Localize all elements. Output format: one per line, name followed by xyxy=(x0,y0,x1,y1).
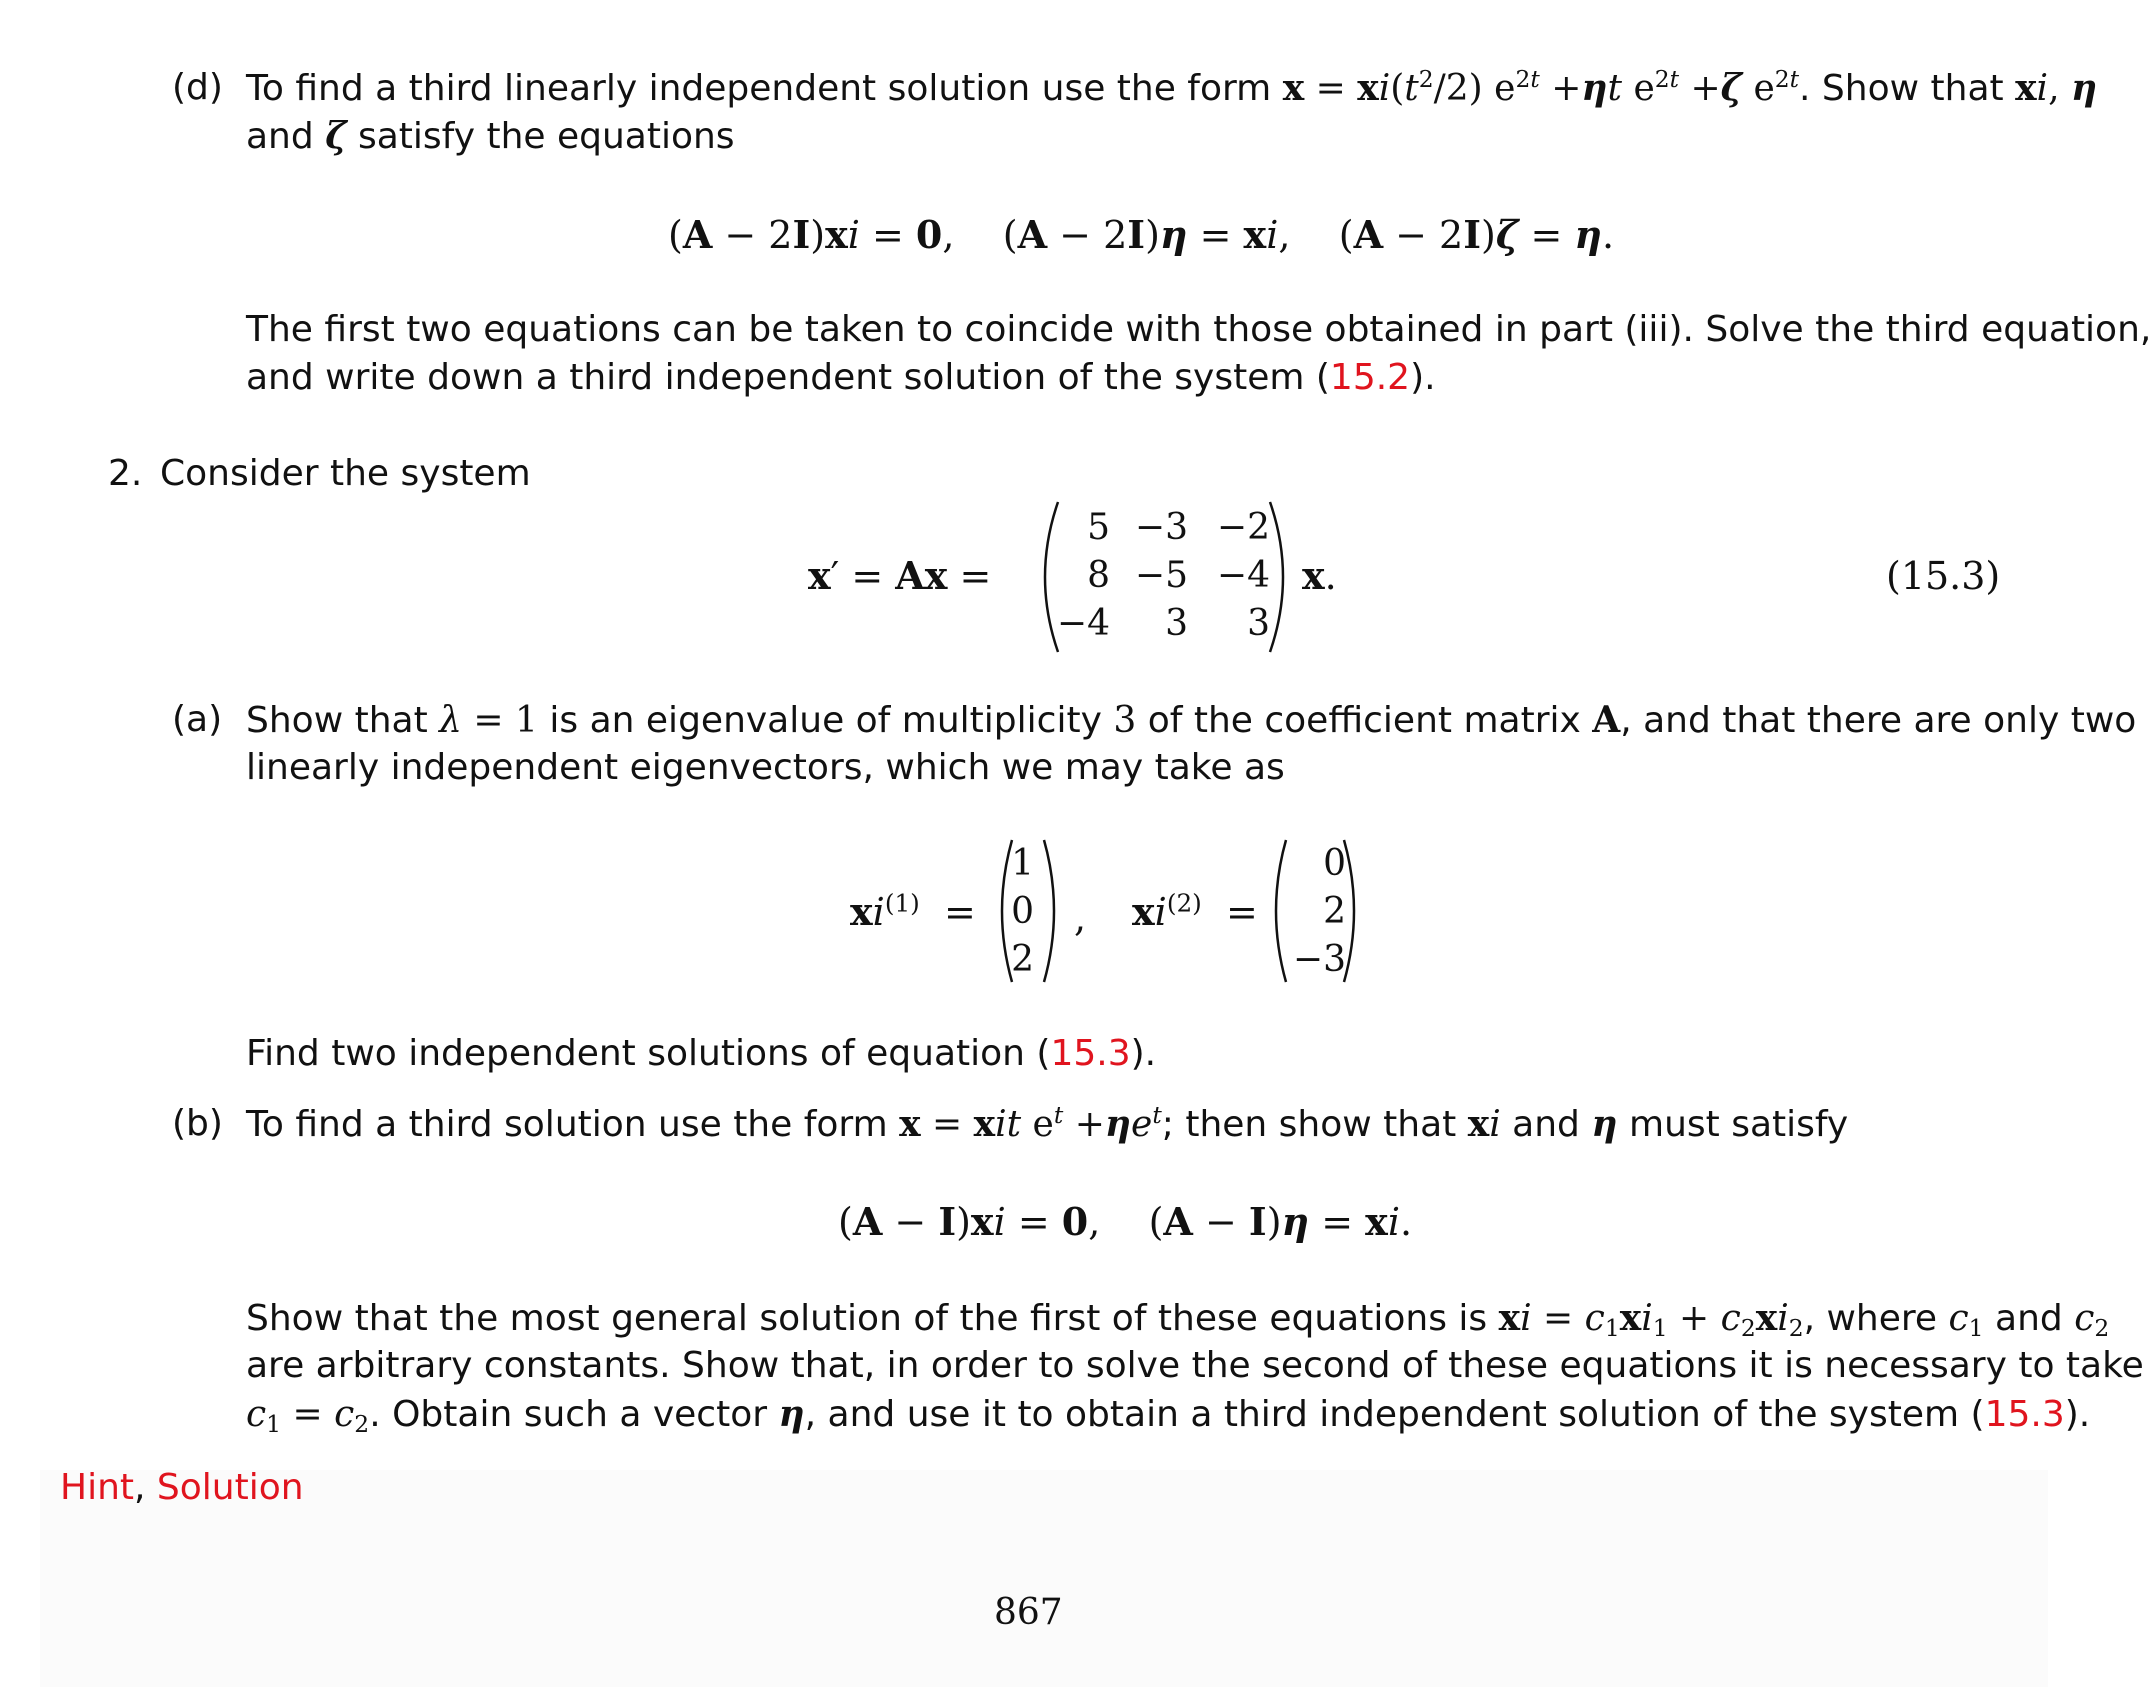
solution-link[interactable]: Solution xyxy=(156,1467,304,1508)
part-a-label: (a) xyxy=(172,699,223,740)
part-b-label: (b) xyxy=(172,1103,223,1144)
coefficient-matrix xyxy=(1040,504,1300,654)
matrix-cell: −3 xyxy=(1134,507,1188,548)
vector-entry: −3 xyxy=(1292,939,1346,980)
equation-ref-link[interactable]: 15.3 xyxy=(1050,1033,1131,1074)
part-d-line-2: and ζ satisfy the equations xyxy=(246,115,735,157)
vector-separator: , xyxy=(1074,896,1087,940)
matrix-right-paren xyxy=(1266,498,1300,656)
equation-ref-link[interactable]: 15.3 xyxy=(1984,1394,2065,1435)
matrix-cell: −2 xyxy=(1216,507,1270,548)
page-number: 867 xyxy=(994,1592,1063,1633)
hint-solution-links: Hint, Solution xyxy=(60,1467,304,1508)
part-a-line-2: linearly independent eigenvectors, which we may take as xyxy=(246,747,1285,788)
equation-number: (15.3) xyxy=(1886,554,2001,598)
part-b-paragraph-line-3: $c_1 = c_2$. Obtain such a vector η, and use it to obtain a third independent solution of the system (15.3). xyxy=(246,1393,2091,1438)
part-d-paragraph-line-1: The first two equations can be taken to coincide with those obtained in part (iii). Solve the third equation, xyxy=(246,309,2151,350)
matrix-cell: −4 xyxy=(1056,603,1110,644)
vector-entry: 0 xyxy=(1011,891,1034,932)
part-b-paragraph-line-2: are arbitrary constants. Show that, in order to solve the second of these equations it is necessary to take xyxy=(246,1345,2144,1386)
system-rhs-x: x. xyxy=(1302,553,1337,598)
math-inline: $x = xi(t^2/2)$ $e^{2t} +\eta t$ $e^{2t} +\zeta$ $e^{2t}$ xyxy=(1282,65,1800,109)
matrix-cell: 5 xyxy=(1087,507,1110,548)
part-b-paragraph-line-1: Show that the most general solution of the first of these equations is xi = $c_1xi_1 + c_2xi_2$, where $c_1$ and $c_2$ xyxy=(246,1297,2110,1342)
problem-2-intro: Consider the system xyxy=(160,453,531,494)
matrix-cell: −4 xyxy=(1216,555,1270,596)
matrix-cell: 3 xyxy=(1165,603,1188,644)
part-a-find-solutions: Find two independent solutions of equation (15.3). xyxy=(246,1033,1157,1074)
hint-link[interactable]: Hint xyxy=(60,1467,135,1508)
matrix-cell: 8 xyxy=(1087,555,1110,596)
matrix-cell: 3 xyxy=(1247,603,1270,644)
vector-entry: 2 xyxy=(1011,939,1034,980)
part-d-line-1: To find a third linearly independent solution use the form $x = xi(t^2/2)$ $e^{2t} +\eta t$ $e^{2t} +\zeta$ $e^{2t}$. Show that xi, η xyxy=(246,65,2098,109)
eigenvector-1-label: $xi^{(1)}$ = xyxy=(850,888,976,934)
part-a-line-1: Show that λ = 1 is an eigenvalue of multiplicity 3 of the coefficient matrix A, and that there are only two xyxy=(246,699,2137,741)
part-d-equations: (A − 2I)xi = 0, (A − 2I)η = xi, (A − 2I)ζ = η. xyxy=(668,212,1615,257)
part-b-equations: (A − I)xi = 0, (A − I)η = xi. xyxy=(838,1199,1413,1244)
vector-1-right-paren xyxy=(1040,836,1066,986)
part-d-paragraph-line-2: and write down a third independent solution of the system (15.2). xyxy=(246,357,1436,398)
part-d-label: (d) xyxy=(172,67,223,108)
page-footer-area xyxy=(40,1470,2048,1687)
vector-entry: 0 xyxy=(1323,843,1346,884)
problem-2-label: 2. xyxy=(108,453,143,494)
eigenvector-2-label: $xi^{(2)}$ = xyxy=(1132,888,1258,934)
vector-entry: 2 xyxy=(1323,891,1346,932)
vector-2-right-paren xyxy=(1340,836,1366,986)
system-lhs: x′ = Ax = xyxy=(808,553,992,598)
part-b-line-1: To find a third solution use the form x = xit $e^t +\eta e^t$; then show that xi and η must satisfy xyxy=(246,1101,1849,1145)
equation-ref-link[interactable]: 15.2 xyxy=(1329,357,1411,398)
eigenvector-1 xyxy=(1000,840,1040,984)
matrix-cell: −5 xyxy=(1134,555,1188,596)
vector-entry: 1 xyxy=(1011,843,1034,884)
